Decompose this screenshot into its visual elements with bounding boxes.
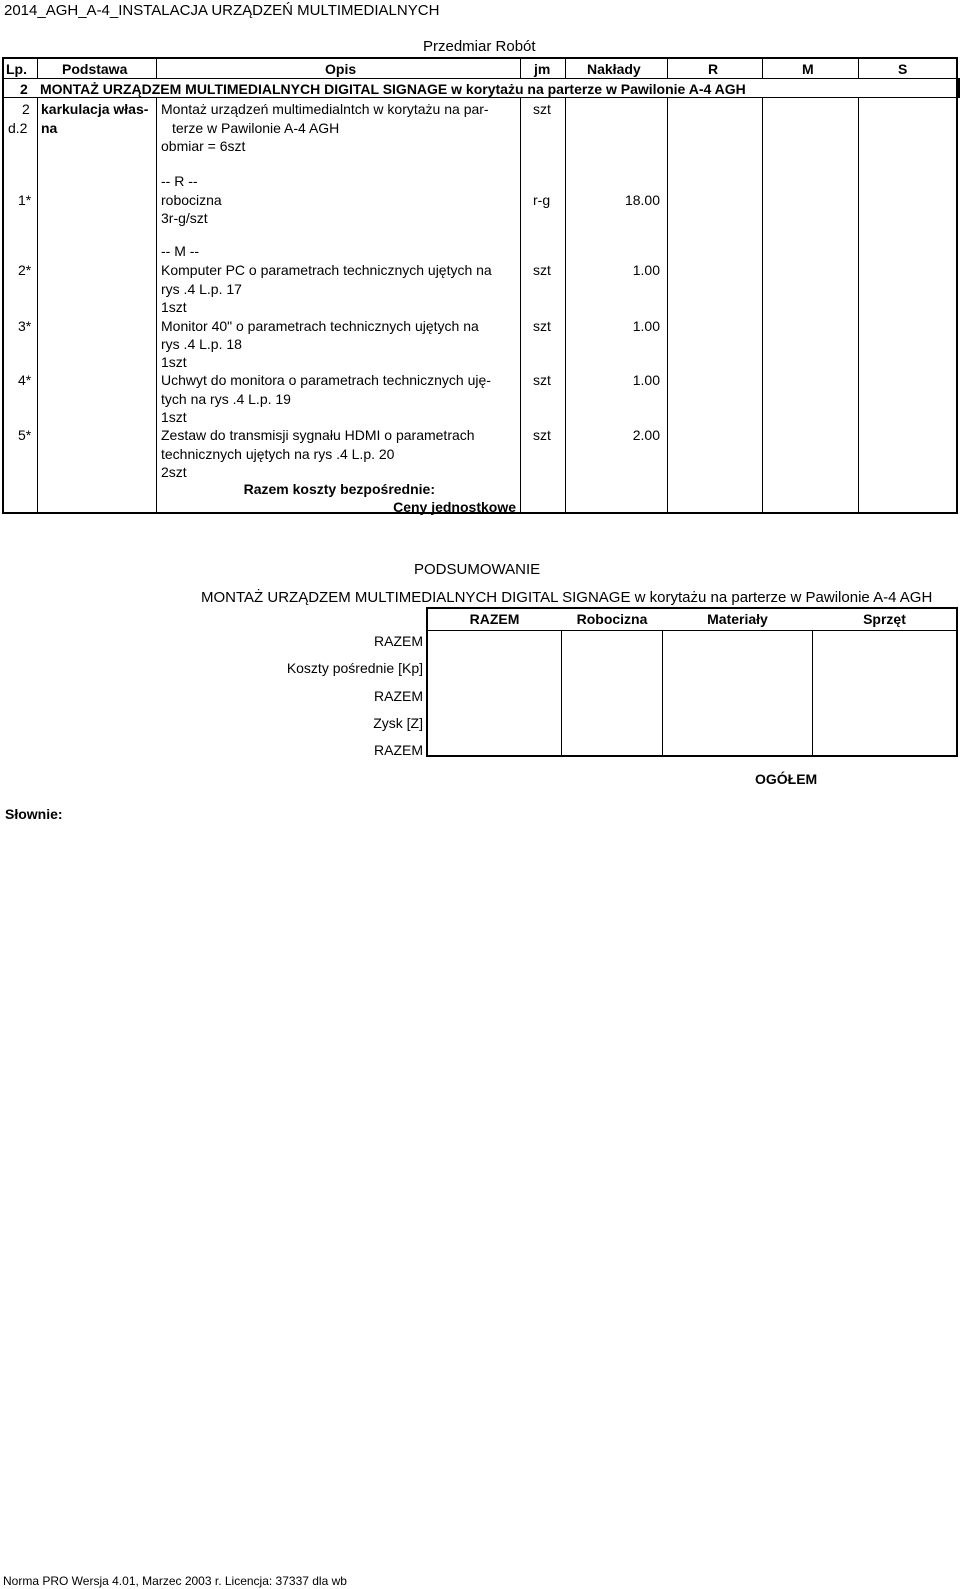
position-lp-1: 2 — [22, 101, 30, 117]
header-s: S — [898, 61, 908, 77]
item-lp: 1* — [18, 192, 32, 208]
header-lp: Lp. — [6, 61, 27, 77]
item-quantity: 18.00 — [624, 192, 660, 208]
summary-col-materialy: Materiały — [707, 611, 768, 627]
item-lp: 2* — [18, 262, 32, 278]
summary-row-zysk: Zysk [Z] — [373, 715, 423, 731]
item-reference: rys .4 L.p. 18 — [161, 336, 242, 352]
item-jm: szt — [533, 262, 551, 278]
group-label-m: -- M -- — [161, 243, 200, 259]
item-lp: 5* — [18, 427, 32, 443]
item-jm: szt — [533, 372, 551, 388]
position-opis-1: Montaż urządzeń multimedialntch w korytażu na par- — [161, 101, 489, 117]
item-jm: szt — [533, 318, 551, 334]
section-number: 2 — [20, 81, 28, 97]
position-obmiar: obmiar = 6szt — [161, 138, 246, 154]
item-reference: technicznych ujętych na rys .4 L.p. 20 — [161, 446, 395, 462]
slownie-label: Słownie: — [5, 806, 63, 822]
header-naklady: Nakłady — [587, 61, 641, 77]
item-description: Komputer PC o parametrach technicznych ujętych na — [161, 262, 492, 278]
item-description: Uchwyt do monitora o parametrach technicznych uję- — [161, 372, 491, 388]
item-quantity: 1.00 — [632, 318, 660, 334]
header-podstawa: Podstawa — [62, 61, 128, 77]
item-quantity: 1.00 — [632, 262, 660, 278]
footer: Norma PRO Wersja 4.01, Marzec 2003 r. Licencja: 37337 dla wb — [3, 1574, 347, 1588]
ogolem-label: OGÓŁEM — [755, 771, 818, 787]
position-opis-2: terze w Pawilonie A-4 AGH — [172, 120, 340, 136]
header-m: M — [802, 61, 814, 77]
ceny-jednostkowe-label: Ceny jednostkowe — [393, 499, 516, 515]
item-norm: 1szt — [161, 299, 187, 315]
summary-subtitle: MONTAŻ URZĄDZEM MULTIMEDIALNYCH DIGITAL SIGNAGE w korytażu na parterze w Pawilonie A-4 AGH — [201, 589, 933, 606]
section-title: MONTAŻ URZĄDZEM MULTIMEDIALNYCH DIGITAL SIGNAGE w korytażu na parterze w Pawilonie A-4 AGH — [40, 81, 746, 97]
summary-row-razem: RAZEM — [374, 688, 423, 704]
position-jm: szt — [533, 101, 551, 117]
razem-koszty-label: Razem koszty bezpośrednie: — [243, 481, 435, 497]
item-norm: 3r-g/szt — [161, 210, 208, 226]
group-label-r: -- R -- — [161, 173, 198, 189]
summary-col-sprzet: Sprzęt — [863, 611, 906, 627]
summary-row-koszty-posrednie: Koszty pośrednie [Kp] — [286, 660, 423, 676]
item-jm: r-g — [533, 192, 551, 208]
summary-title: PODSUMOWANIE — [414, 561, 541, 578]
item-jm: szt — [533, 427, 551, 443]
document-title: 2014_AGH_A-4_INSTALACJA URZĄDZEŃ MULTIMEDIALNYCH — [4, 2, 440, 19]
item-reference: rys .4 L.p. 17 — [161, 281, 242, 297]
item-norm: 2szt — [161, 464, 187, 480]
position-podstawa-1: karkulacja włas- — [41, 101, 149, 117]
item-description: Zestaw do transmisji sygnału HDMI o parametrach — [161, 427, 475, 443]
header-opis: Opis — [325, 61, 357, 77]
summary-col-razem: RAZEM — [469, 611, 520, 627]
item-norm: 1szt — [161, 354, 187, 370]
item-description: Monitor 40" o parametrach technicznych ujętych na — [161, 318, 479, 334]
header-r: R — [708, 61, 719, 77]
page-subtitle: Przedmiar Robót — [423, 38, 536, 55]
item-description: robocizna — [161, 192, 222, 208]
item-lp: 4* — [18, 372, 32, 388]
item-norm: 1szt — [161, 409, 187, 425]
item-reference: tych na rys .4 L.p. 19 — [161, 391, 291, 407]
header-jm: jm — [534, 61, 551, 77]
summary-row-razem: RAZEM — [374, 742, 423, 758]
position-lp-2: d.2 — [8, 120, 28, 136]
item-lp: 3* — [18, 318, 32, 334]
position-podstawa-2: na — [41, 120, 58, 136]
item-quantity: 1.00 — [632, 372, 660, 388]
summary-col-robocizna: Robocizna — [576, 611, 648, 627]
item-quantity: 2.00 — [632, 427, 660, 443]
summary-row-razem: RAZEM — [374, 633, 423, 649]
